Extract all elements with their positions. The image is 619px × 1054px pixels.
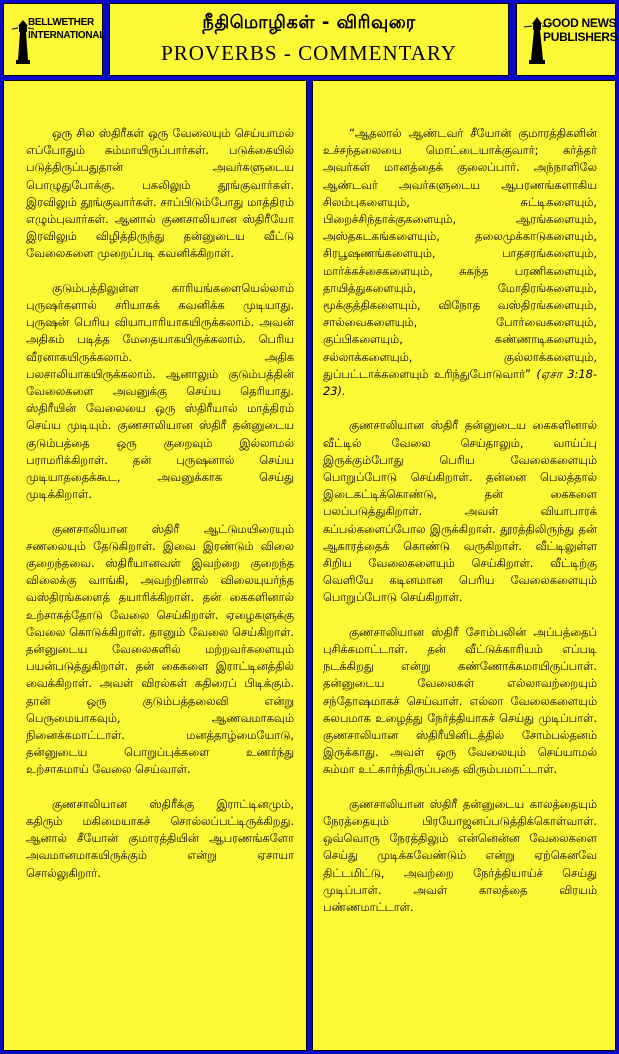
right-paragraph-1: குணசாலியான ஸ்திரீ தன்னுடைய கைகளினால் வீட்டில் வேலை செய்தாலும், வாய்ப்பு இருக்கும்போது பெரிய வேலைகளையும் பொறுப்போடு செய்கிறாள். தன்னை பெலத்தால் இடைகட்டிக்கொண்டு, தன் கைகளை பலப்படுத்துகிறாள். அவள் வியாபாரக் கப்பல்களைப்போல இருக்கிறாள். தூரத்திலிருந்து தன் ஆகாரத்தைக் கொண்டு வருகிறாள். வீட்டிலுள்ள சிறிய வேலைகளையும் செய்கிறாள். வீட்டிற்கு வெளியே கடினமான பெரிய வேலைகளையும் பொறுப்போடு செய்கிறாள். bbox=[323, 418, 597, 605]
logo-right-text bbox=[543, 16, 617, 44]
logo-right-line1: GOOD NEWS bbox=[543, 16, 617, 30]
logo-left-text bbox=[28, 16, 105, 42]
left-paragraph-1: ஒரு சில ஸ்திரீகள் ஒரு வேலையும் செய்யாமல் எப்போதும் சும்மாயிருப்பார்கள். படுக்கையில் படுத்திருப்பதுதான் அவர்களுடைய பொழுதுபோக்கு. பகலிலும் தூங்குவார்கள். இரவிலும் தூங்குவார்கள். சாப்பிடும்போது மாத்திரம் எழும்புவார்கள். ஆனால் குணசாலியான ஸ்திரீயோ இரவிலும் விழித்திருந்து தன்னுடைய வீட்டு வேலைகளை முறைப்படி கவனிக்கிறாள். bbox=[26, 126, 294, 261]
left-paragraph-2: குடும்பத்திலுள்ள காரியங்களையெல்லாம் புருஷர்களால் சரியாகக் கவனிக்க முடியாது. புருஷன் பெரிய வியாபாரியாகயிருக்கலாம். அவன் அதிகம் படித்த மேதையாகயிருக்கலாம். பெரிய வீரனாகயிருக்கலாம். அதிக பலசாலியாகயிருக்கலாம். ஆனாலும் குடும்பத்தின் வேலைகளை அவனுக்கு செய்ய தெரியாது. ஸ்திரீயின் வேலையை ஒரு ஸ்திரீயால் மாத்திரம் செய்ய முடியும். குணசாலியான ஸ்திரீ தன்னுடைய குடும்பத்தை ஒரு குறைவும் இல்லாமல் பராமரிக்கிறாள். தன் புருஷனால் செய்ய முடியாததைக்கூட, அவனுக்காக செய்து முடிக்கிறாள். bbox=[26, 280, 294, 502]
title-english: PROVERBS - COMMENTARY bbox=[161, 41, 457, 65]
right-column bbox=[312, 80, 616, 1051]
left-column-text bbox=[26, 125, 294, 1044]
left-column bbox=[3, 80, 307, 1051]
scripture-quote-text: “ஆதலால் ஆண்டவர் சீயோன் குமாரத்திகளின் உச்சந்தலையை மொட்டையாக்குவார்; கர்த்தர் அவர்கள் மானத்தைக் குலைப்பார். அந்நாளிலே ஆண்டவர் அவர்களுடைய ஆபரணங்களாகிய சிலம்புகளையும், சுட்டிகளையும், பிறைச்சிந்தாக்குகளையும், ஆரங்களையும், அஸ்தகடகங்களையும், தலைமுக்காடுகளையும், சிரபூஷணங்களையும், பாதசரங்களையும், மார்க்கச்சைகளையும், சுகந்த பரணிகளையும், தாயித்துகளையும், மோதிரங்களையும், மூக்குத்திகளையும், விநோத வஸ்திரங்களையும், சால்வைகளையும், போர்வைகளையும், குப்பிகளையும், கண்ணாடிகளையும், சல்லாக்களையும், குல்லாக்களையும், துப்பட்டாக்களையும் உரிந்துபோடுவார்” bbox=[323, 126, 597, 381]
scripture-reference: (ஏசா 3:18-23). bbox=[323, 366, 597, 399]
right-paragraph-3: குணசாலியான ஸ்திரீ தன்னுடைய காலத்தையும் நேரத்தையும் பிரயோஜனப்படுத்திக்கொள்வாள். ஒவ்வொரு நேரத்திலும் என்னென்ன வேலைகளை செய்து முடிக்கவேண்டும் என்று ஏற்கெனவே திட்டமிட்டு, அவற்றை நேர்த்தியாய்ச் செய்து முடிப்பாள். அவள் காலத்தை விரயம் பண்ணமாட்டாள். bbox=[323, 796, 597, 915]
right-column-text bbox=[323, 125, 597, 1044]
publisher-logo-right bbox=[516, 3, 616, 76]
logo-left-line2: INTERNATIONAL bbox=[28, 30, 106, 41]
title-tamil: நீதிமொழிகள் - விரிவுரை bbox=[202, 12, 416, 33]
right-paragraph-2: குணசாலியான ஸ்திரீ சோம்பலின் அப்பத்தைப் புசிக்கமாட்டாள். தன் வீட்டுக்காரியம் எப்படி நடக்கிறது என்று கண்ணோக்கமாயிருப்பாள். தன்னுடைய வேலைகள் எல்லாவற்றையும் சந்தோஷமாகச் செய்வாள். எல்லா வேலைகளையும் சுலபமாக உழைத்து நேர்த்தியாகச் செய்து முடிப்பாள். குணசாலியான ஸ்திரீயினிடத்தில் சோம்பல்தனம் இருக்காது. அவள் ஒரு வேலையும் செய்யாமல் சும்மா உட்கார்ந்திருப்பதை விரும்பமாட்டாள். bbox=[323, 624, 597, 777]
scripture-quote bbox=[323, 125, 597, 400]
left-paragraph-4: குணசாலியான ஸ்திரீக்கு இராட்டினமும், கதிரும் மகிமையாகச் சொல்லப்பட்டிருக்கிறது. ஆனால் சீயோன் குமாரத்தியின் ஆபரணங்களோ அவமானமாகயிருக்கும் என்று ஏசாயா சொல்லுகிறார். bbox=[26, 796, 294, 880]
header-title-box bbox=[109, 3, 509, 76]
logo-left-line1: BELLWETHER bbox=[28, 17, 94, 28]
logo-right-line2: PUBLISHERS bbox=[543, 30, 618, 44]
publisher-logo-left bbox=[3, 3, 106, 76]
left-paragraph-3: குணசாலியான ஸ்திரீ ஆட்டுமயிரையும் சணலையும் தேடுகிறாள். இவை இரண்டும் விலை குறைந்தவை. ஸ்திரீயானவள் இவற்றை குறைந்த விலைக்கு வாங்கி, அவற்றினால் விலையுயர்ந்த வஸ்திரங்களைத் தயாரிக்கிறாள். தன் கைகளினால் உற்சாகத்தோடு வேலை செய்கிறாள். ஏழைகளுக்கு வேலை கொடுக்கிறாள். தானும் வேலை செய்கிறாள். தன்னுடைய வேலைகளில் மற்றவர்களையும் பயன்படுத்துகிறாள். தன் கைகளை இராட்டினத்தில் வைக்கிறாள். அவள் விரல்கள் கதிரைப் பிடிக்கும். தான் ஒரு குடும்பத்தலைவி என்று பெருமையாகவும், ஆணவமாகவும் நினைக்கமாட்டாள். மனத்தாழ்மையோடு, தன்னுடைய பொறுப்புக்களை உணர்ந்து உற்சாகமாய் வேலை செய்வாள். bbox=[26, 521, 294, 777]
